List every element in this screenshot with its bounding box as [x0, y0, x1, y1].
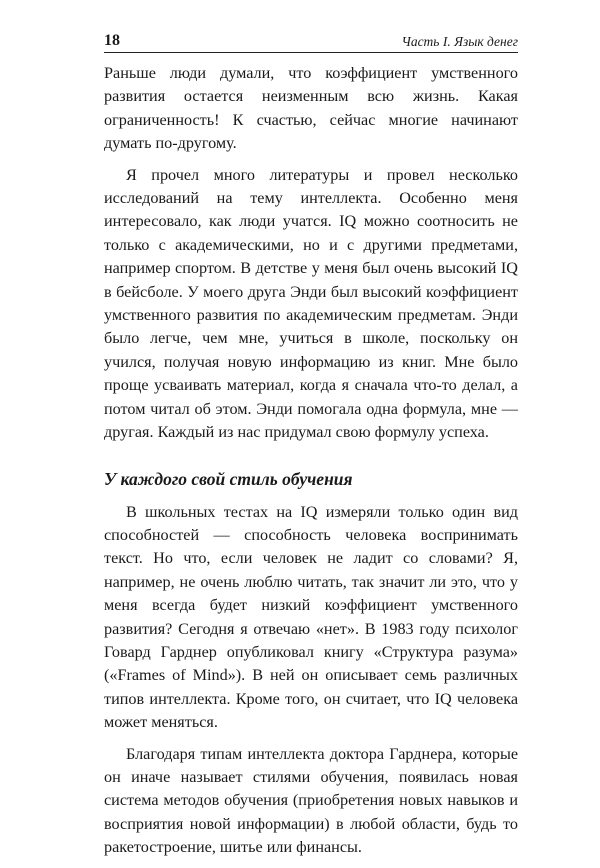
- page-number: 18: [104, 32, 120, 49]
- paragraph: В школьных тестах на IQ измеряли только один вид способностей — способность человека воспринимать текст. Но что, если человек не ладит со словами? Я, например, не очень люблю читать, так значит ли это, что у меня всегда будет низкий коэффициент умственного развития? Сегодня я отвечаю «нет». В 1983 году психолог Говард Гарднер опубликовал книгу «Структура разума» («Frames of Mind»). В ней он описывает семь различных типов интеллекта. Кроме того, он считает, что IQ человека может меняться.: [104, 502, 518, 732]
- running-header: [104, 30, 518, 53]
- paragraph: Я прочел много литературы и провел несколько исследований на тему интеллекта. Особенно меня интересовало, как люди учатся. IQ можно соотносить не только с академическими, но и с другими предметами, например спортом. В детстве у меня был очень высокий IQ в бейсболе. У моего друга Энди был высокий коэффициент умственного развития по академическим предметам. Энди было легче, чем мне, учиться в школе, поскольку он учился, получая новую информацию из книг. Мне было проще усваивать материал, когда я сначала что-то делал, а потом читал об этом. Энди помогала одна формула, мне — другая. Каждый из нас придумал свою формулу успеха.: [104, 165, 518, 442]
- part-title: Часть I. Язык денег: [401, 34, 518, 49]
- paragraph: Раньше люди думали, что коэффициент умственного развития остается неизменным всю жизнь. Какая ограниченность! К счастью, сейчас многие начинают думать по-другому.: [104, 64, 518, 153]
- body-text: [104, 62, 518, 868]
- paragraph: Благодаря типам интеллекта доктора Гарднера, которые он иначе называет стилями обучения, появилась новая система методов обучения (приобретения новых навыков и восприятия новой информации) в любой области, будь то ракетостроение, шитье или финансы.: [104, 744, 518, 857]
- section-heading: У каждого свой стиль обучения: [104, 468, 353, 489]
